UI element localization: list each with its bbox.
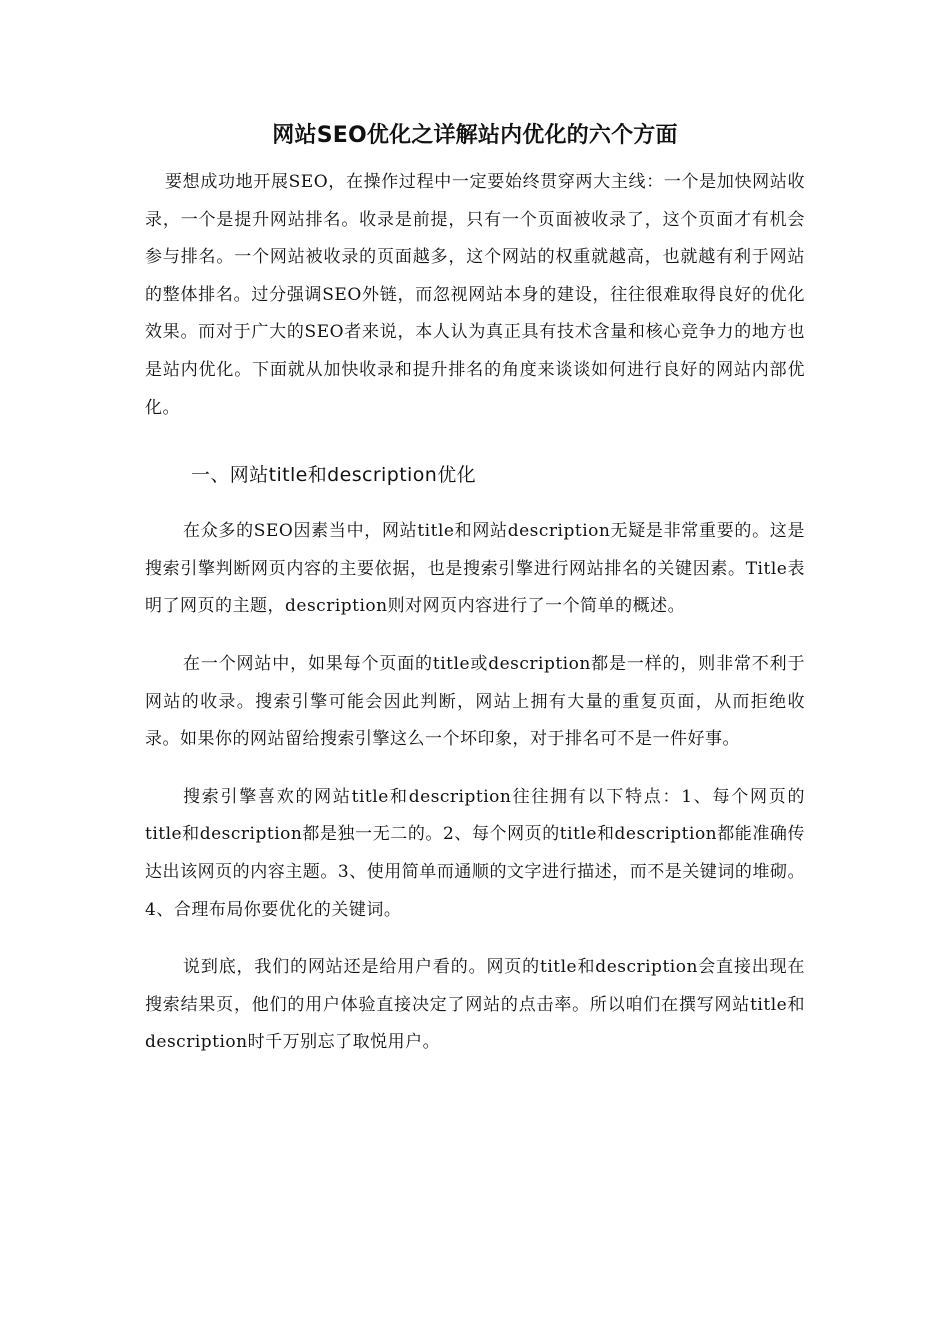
body-paragraph: 在一个网站中，如果每个页面的title或description都是一样的，则非常不利于网站的收录。搜索引擎可能会因此判断，网站上拥有大量的重复页面，从而拒绝收录。如果你的网站留给搜索引擎这么一个坏印象，对于排名可不是一件好事。 [145,653,805,750]
body-paragraph: 在众多的SEO因素当中，网站title和网站description无疑是非常重要的。这是搜索引擎判断网页内容的主要依据，也是搜索引擎进行网站排名的关键因素。Title表明了网页的主题，description则对网页内容进行了一个简单的概述。 [145,521,805,617]
body-paragraph: 说到底，我们的网站还是给用户看的。网页的title和description会直接出现在搜索结果页，他们的用户体验直接决定了网站的点击率。所以咱们在撰写网站title和description时千万别忘了取悦用户。 [145,957,805,1053]
section-heading: 一、网站title和description优化 [191,464,476,487]
body-paragraph: 搜索引擎喜欢的网站title和description往往拥有以下特点：1、每个网页的title和description都是独一无二的。2、每个网页的title和description都能准确传达出该网页的内容主题。3、使用简单而通顺的文字进行描述，而不是关键词的堆砌。4、合理布局你要优化的关键词。 [145,786,805,920]
document-title: 网站SEO优化之详解站内优化的六个方面 [272,123,678,148]
document-page [145,118,805,1062]
intro-paragraph: 要想成功地开展SEO，在操作过程中一定要始终贯穿两大主线：一个是加快网站收录，一个是提升网站排名。收录是前提，只有一个页面被收录了，这个页面才有机会参与排名。一个网站被收录的页面越多，这个网站的权重就越高，也就越有利于网站的整体排名。过分强调SEO外链，而忽视网站本身的建设，往往很难取得良好的优化效果。而对于广大的SEO者来说，本人认为真正具有技术含量和核心竞争力的地方也是站内优化。下面就从加快收录和提升排名的角度来谈谈如何进行良好的网站内部优化。 [145,172,805,418]
